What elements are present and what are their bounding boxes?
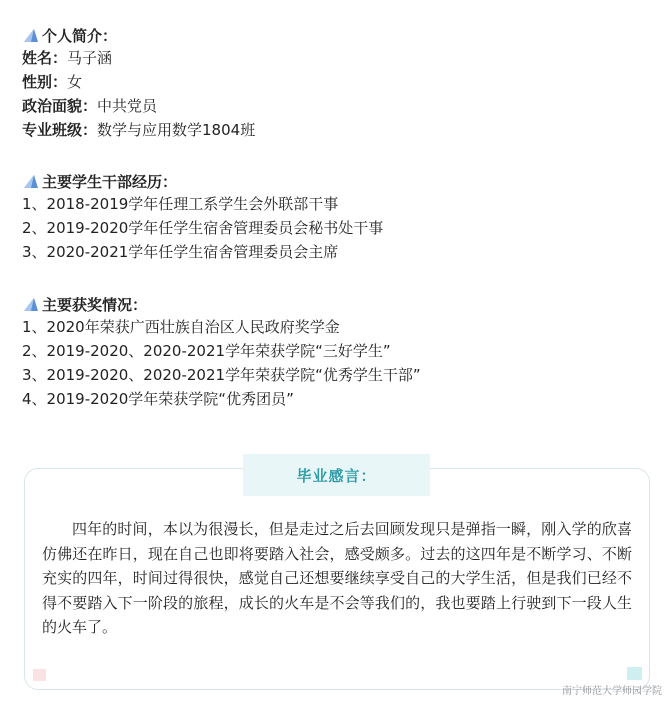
list-item: 3、2019-2020、2020-2021学年荣获学院“优秀学生干部” (22, 366, 421, 384)
decorative-square (627, 667, 642, 680)
list-item: 1、2020年荣获广西壮族自治区人民政府奖学金 (22, 318, 340, 336)
profile-section (22, 24, 255, 142)
list-item: 1、2018-2019学年任理工系学生会外联部干事 (22, 195, 339, 213)
list-item: 2、2019-2020、2020-2021学年荣获学院“三好学生” (22, 342, 391, 360)
awards-heading (22, 293, 421, 315)
cadre-heading-text: 主要学生干部经历： (42, 172, 178, 191)
list-item: 3、2020-2021学年任学生宿舍管理委员会主席 (22, 243, 339, 261)
profile-row-class: 专业班级：数学与应用数学1804班 (22, 121, 256, 139)
profile-heading-text: 个人简介： (42, 26, 118, 45)
profile-row-political: 政治面貌：中共党员 (22, 97, 158, 115)
watermark: 南宁师范大学师园学院 (562, 686, 662, 697)
graduation-tab (243, 454, 430, 496)
decorative-square (33, 669, 46, 681)
triangle-bullet-icon (22, 296, 40, 312)
graduation-text: 四年的时间，本以为很漫长，但是走过之后去回顾发现只是弹指一瞬，刚入学的欣喜仿佛还在昨日，现在自己也即将要踏入社会，感受颇多。过去的这四年是不断学习、不断充实的四年，时间过得很快，感觉自己还想要继续享受自己的大学生活，但是我们已经不得不要踏入下一阶段的旅程，成长的火车是不会等我们的，我也要踏上行驶到下一段人生的火车了。 (42, 520, 632, 636)
awards-heading-text: 主要获奖情况： (42, 295, 148, 314)
list-item: 2、2019-2020学年任学生宿舍管理委员会秘书处干事 (22, 219, 384, 237)
list-item: 4、2019-2020学年荣获学院“优秀团员” (22, 390, 294, 408)
triangle-bullet-icon (22, 27, 40, 43)
profile-heading (22, 24, 255, 46)
cadre-heading (22, 170, 383, 192)
triangle-bullet-icon (22, 173, 40, 189)
graduation-title: 毕业感言： (296, 466, 377, 485)
profile-row-name: 姓名：马子涵 (22, 49, 113, 67)
awards-section (22, 293, 421, 411)
profile-row-gender: 性别：女 (22, 73, 83, 91)
cadre-section (22, 170, 383, 264)
